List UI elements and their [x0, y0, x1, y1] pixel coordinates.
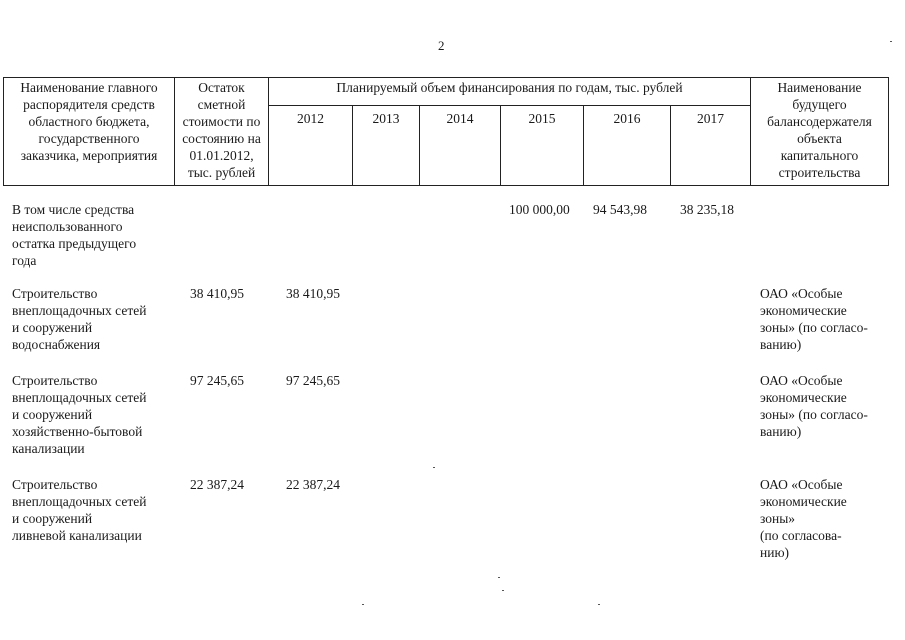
row-owner [760, 476, 900, 561]
header-year-2015: 2015 [501, 106, 584, 186]
header-owner-line: Наименование [777, 80, 862, 95]
row-owner-line: ОАО «Особые [760, 477, 843, 492]
header-name-line: Наименование главного [20, 80, 158, 95]
row-owner-line: экономические [760, 390, 847, 405]
header-year-2013: 2013 [353, 106, 420, 186]
header-name-line: государственного [38, 131, 140, 146]
row-name-line: и сооружений [12, 511, 93, 526]
header-owner-line: будущего [792, 97, 847, 112]
scan-speck [362, 604, 364, 605]
row-name-line: Строительство [12, 286, 98, 301]
row-name [12, 201, 177, 269]
row-name-line: и сооружений [12, 407, 93, 422]
row-name-line: остатка предыдущего [12, 236, 137, 251]
scan-speck [502, 590, 504, 591]
header-year-2017: 2017 [671, 106, 751, 186]
row-name-line: внеплощадочных сетей [12, 494, 147, 509]
row-value-2016: 94 543,98 [593, 202, 647, 217]
row-owner [760, 285, 900, 353]
row-name [12, 372, 177, 457]
row-value-2017: 38 235,18 [680, 202, 734, 217]
header-owner-line: капитального [780, 148, 859, 163]
page-number: 2 [438, 38, 445, 53]
row-owner-line: ОАО «Особые [760, 286, 843, 301]
header-rest-line: Остаток [198, 80, 245, 95]
row-name-line: ливневой канализации [12, 528, 142, 543]
header-year-2014: 2014 [420, 106, 501, 186]
row-name [12, 476, 177, 544]
row-owner-line: экономические [760, 494, 847, 509]
header-name-line: областного бюджета, [28, 114, 150, 129]
row-owner-line: ванию) [760, 337, 802, 352]
header-name-cell [4, 78, 175, 186]
row-value-2012: 97 245,65 [286, 373, 340, 388]
row-owner-line: зоны» (по согласо- [760, 320, 868, 335]
header-name-line: распорядителя средств [23, 97, 155, 112]
scan-speck [433, 467, 435, 468]
row-name-line: водоснабжения [12, 337, 101, 352]
header-rest-line: сметной [197, 97, 246, 112]
row-owner-line: зоны» (по согласо- [760, 407, 868, 422]
header-rest-line: 01.01.2012, [189, 148, 254, 163]
row-name-line: внеплощадочных сетей [12, 303, 147, 318]
row-rest-value: 22 387,24 [190, 477, 244, 492]
header-owner-line: объекта [797, 131, 842, 146]
row-value-2015: 100 000,00 [509, 202, 570, 217]
row-owner-line: ванию) [760, 424, 802, 439]
row-name [12, 285, 177, 353]
header-year-2016: 2016 [584, 106, 671, 186]
row-owner [760, 372, 900, 440]
row-name-line: Строительство [12, 373, 98, 388]
row-name-line: хозяйственно-бытовой [12, 424, 143, 439]
row-name-line: внеплощадочных сетей [12, 390, 147, 405]
header-owner-line: строительства [778, 165, 861, 180]
row-name-line: Строительство [12, 477, 98, 492]
row-owner-line: экономические [760, 303, 847, 318]
row-rest-value: 97 245,65 [190, 373, 244, 388]
row-rest-value: 38 410,95 [190, 286, 244, 301]
scan-speck [890, 41, 892, 42]
header-plan-cell: Планируемый объем финансирования по годам, тыс. рублей [269, 78, 751, 106]
header-owner-line: балансодержателя [767, 114, 872, 129]
header-table [3, 77, 889, 186]
header-rest-line: стоимости по [182, 114, 261, 129]
row-name-line: неиспользованного [12, 219, 123, 234]
row-owner-line: ОАО «Особые [760, 373, 843, 388]
header-owner-cell [751, 78, 889, 186]
header-year-2012: 2012 [269, 106, 353, 186]
row-name-line: канализации [12, 441, 85, 456]
header-rest-line: тыс. рублей [187, 165, 256, 180]
header-name-line: заказчика, мероприятия [20, 148, 158, 163]
scan-speck [498, 577, 500, 578]
row-value-2012: 22 387,24 [286, 477, 340, 492]
row-name-line: и сооружений [12, 320, 93, 335]
header-rest-line: состоянию на [182, 131, 261, 146]
row-name-line: В том числе средства [12, 202, 135, 217]
row-owner-line: (по согласова- [760, 528, 842, 543]
header-rest-cell [175, 78, 269, 186]
row-owner-line: нию) [760, 545, 790, 560]
row-name-line: года [12, 253, 37, 268]
row-owner-line: зоны» [760, 511, 796, 526]
row-value-2012: 38 410,95 [286, 286, 340, 301]
scan-speck [598, 604, 600, 605]
